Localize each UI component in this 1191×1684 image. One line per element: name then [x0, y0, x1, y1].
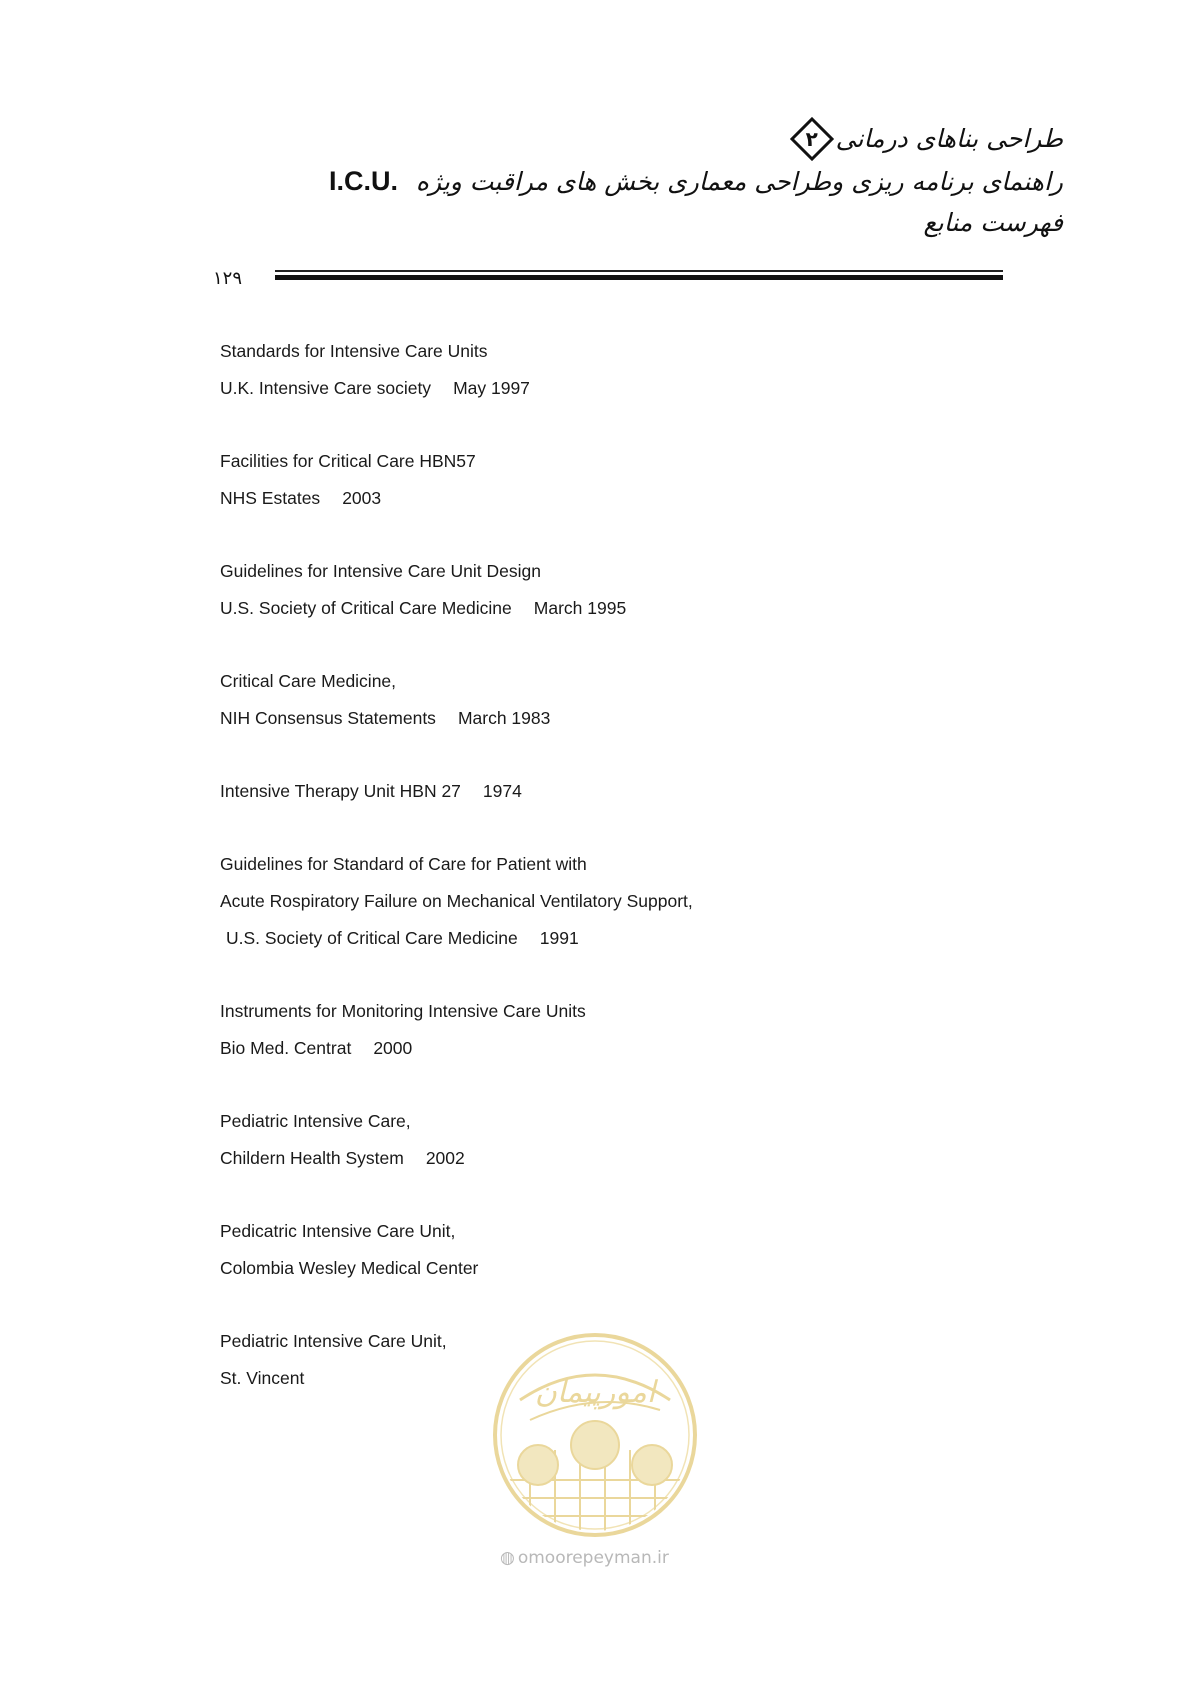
reference-line	[220, 443, 980, 480]
reference-line	[220, 993, 980, 1030]
reference-text: Intensive Therapy Unit HBN 27	[220, 781, 461, 801]
reference-text: St. Vincent	[220, 1368, 305, 1388]
reference-line	[220, 773, 980, 810]
reference-date: 1974	[482, 781, 522, 801]
series-number-diamond-icon	[790, 117, 834, 161]
book-title-latin: I.C.U.	[328, 166, 398, 196]
reference-text: Facilities for Critical Care HBN57	[220, 451, 476, 471]
book-title: راهنمای برنامه ریزی وطراحی معماری بخش های مراقبت ویژه	[415, 167, 1063, 196]
reference-text: Childern Health System	[220, 1148, 404, 1168]
reference-entry	[220, 663, 980, 737]
globe-icon: ◍	[500, 1548, 515, 1568]
reference-line	[220, 663, 980, 700]
reference-text: Colombia Wesley Medical Center	[220, 1258, 479, 1278]
reference-date: 2000	[373, 1038, 413, 1058]
reference-text: Pediatric Intensive Care,	[220, 1111, 411, 1131]
series-number: ۲	[805, 127, 818, 151]
reference-line	[220, 1250, 980, 1287]
reference-text: Guidelines for Standard of Care for Patient with	[220, 854, 587, 874]
reference-entry	[220, 553, 980, 627]
watermark-url-text: omoorepeyman.ir	[517, 1548, 669, 1568]
reference-text: NHS Estates	[220, 488, 321, 508]
reference-date: March 1983	[457, 708, 551, 728]
watermark-logo-text: امورپیمان	[534, 1375, 656, 1410]
book-title-line	[328, 160, 1063, 202]
reference-line	[220, 846, 980, 883]
reference-line	[220, 370, 980, 407]
reference-text: Acute Rospiratory Failure on Mechanical Ventilatory Support,	[220, 891, 693, 911]
watermark-url	[500, 1548, 669, 1568]
reference-date: 2002	[425, 1148, 465, 1168]
page-header	[328, 118, 1063, 244]
reference-line	[220, 1030, 980, 1067]
reference-line	[220, 883, 980, 920]
reference-date: 2003	[342, 488, 382, 508]
reference-text: U.K. Intensive Care society	[220, 378, 432, 398]
divider-thick-line	[275, 275, 1003, 280]
reference-entry	[220, 846, 980, 957]
watermark-logo-icon	[490, 1330, 700, 1540]
reference-line	[220, 700, 980, 737]
reference-entry	[220, 1103, 980, 1177]
reference-line	[220, 920, 980, 957]
reference-text: Critical Care Medicine,	[220, 671, 397, 691]
reference-text: Standards for Intensive Care Units	[220, 341, 488, 361]
references-list	[220, 333, 980, 1433]
reference-line	[220, 1103, 980, 1140]
reference-text: Bio Med. Centrat	[220, 1038, 352, 1058]
reference-date: 1991	[539, 928, 579, 948]
reference-line	[220, 480, 980, 517]
reference-text: Guidelines for Intensive Care Unit Design	[220, 561, 541, 581]
section-title: فهرست منابع	[923, 208, 1063, 237]
series-title: طراحی بناهای درمانی	[835, 124, 1063, 153]
reference-line	[220, 333, 980, 370]
reference-entry	[220, 773, 980, 810]
series-title-line	[343, 118, 1063, 160]
reference-text: Instruments for Monitoring Intensive Care Units	[220, 1001, 586, 1021]
reference-text: U.S. Society of Critical Care Medicine	[226, 928, 518, 948]
reference-date: May 1997	[453, 378, 530, 398]
reference-text: Pedicatric Intensive Care Unit,	[220, 1221, 456, 1241]
reference-entry	[220, 1213, 980, 1287]
reference-entry	[220, 333, 980, 407]
reference-text: NIH Consensus Statements	[220, 708, 436, 728]
page-number: ۱۲۹	[213, 268, 243, 289]
watermark-logo	[490, 1330, 700, 1540]
reference-line	[220, 553, 980, 590]
reference-entry	[220, 443, 980, 517]
divider-thin-line	[275, 270, 1003, 272]
reference-date: March 1995	[533, 598, 627, 618]
reference-line	[220, 1213, 980, 1250]
reference-text: U.S. Society of Critical Care Medicine	[220, 598, 512, 618]
reference-entry	[220, 993, 980, 1067]
reference-line	[220, 590, 980, 627]
reference-text: Pediatric Intensive Care Unit,	[220, 1331, 447, 1351]
reference-line	[220, 1140, 980, 1177]
